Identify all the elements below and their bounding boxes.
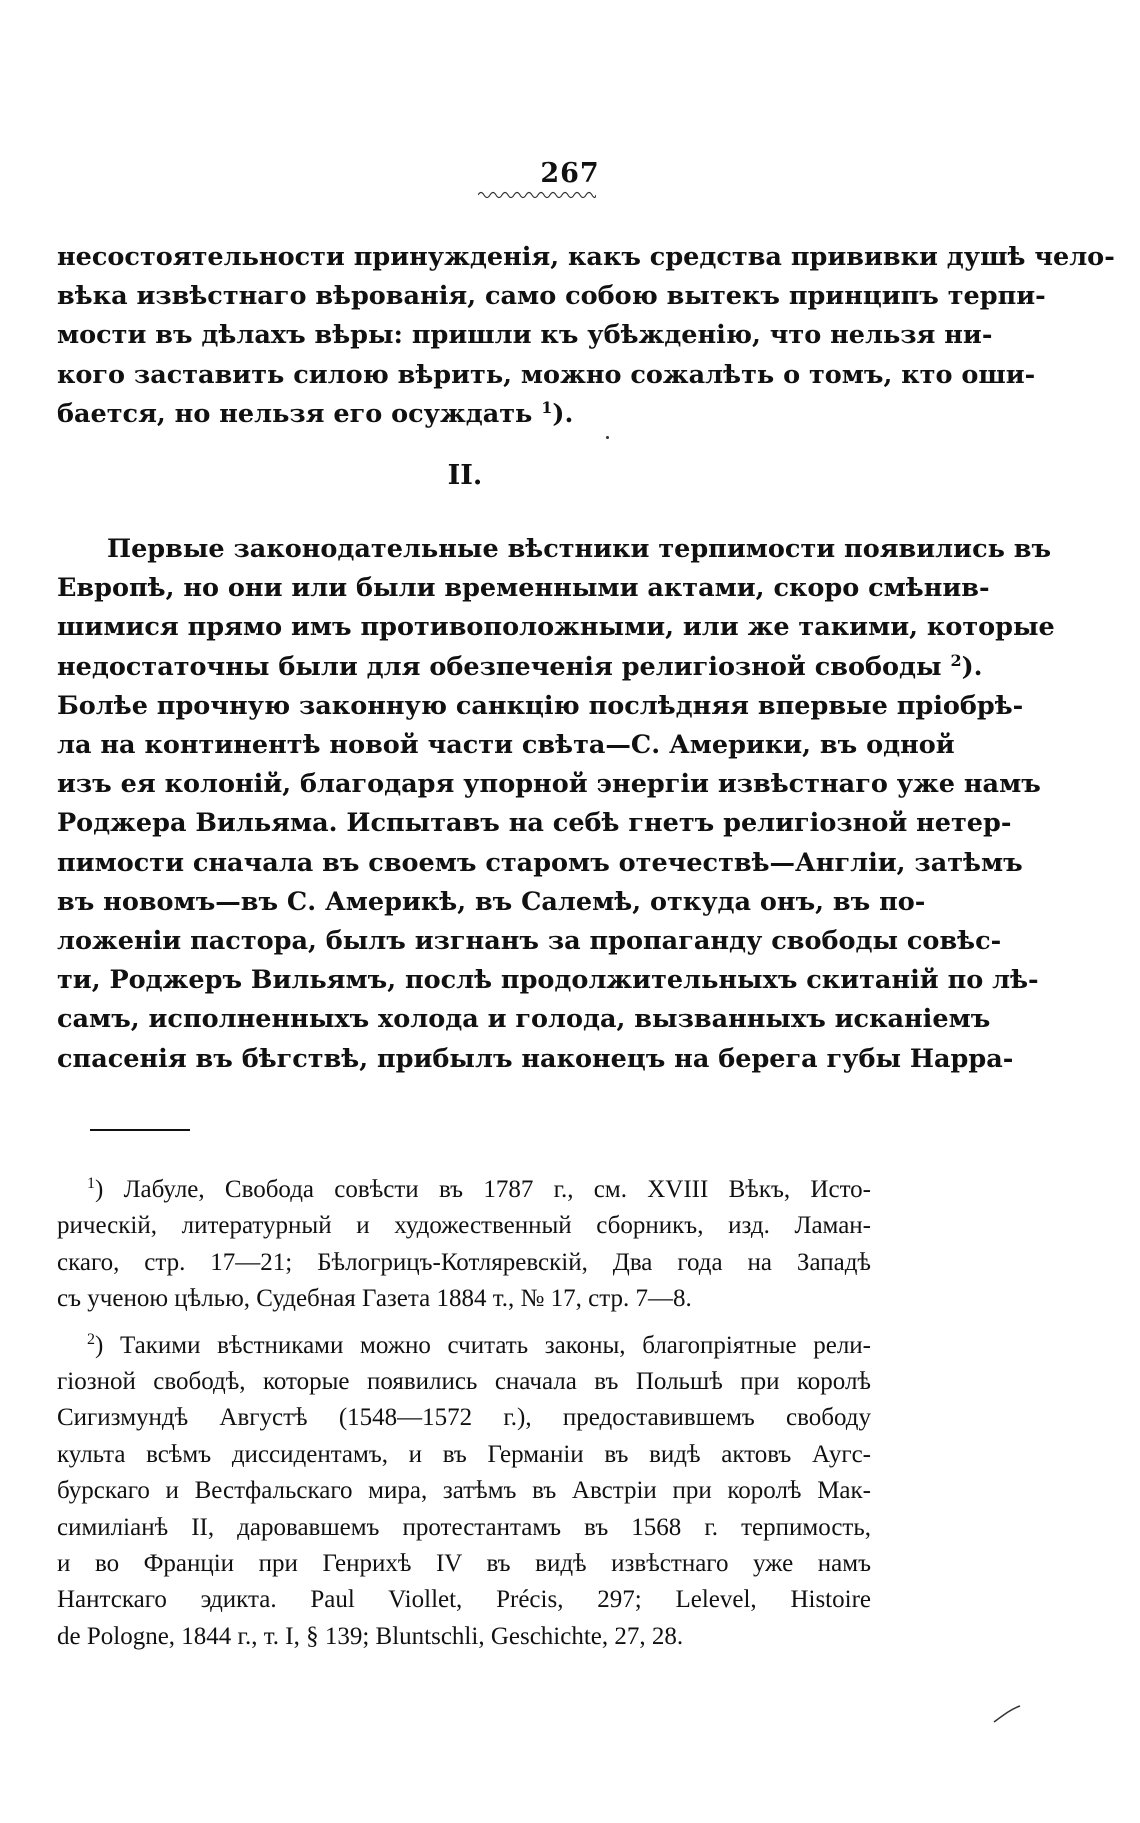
text-line: вѣка извѣстнаго вѣрованія, само собою вытекъ принципъ терпи-	[57, 281, 1046, 312]
text-line: Сигизмундѣ Августѣ (1548—1572 г.), предоставившемъ свободу	[57, 1404, 871, 1432]
pen-mark-icon	[992, 1704, 1022, 1724]
footnote-marker: 2	[87, 1330, 95, 1348]
text-line: рическій, литературный и художественный сборникъ, изд. Ламан-	[57, 1212, 871, 1240]
text-fragment: недостаточны были для обезпеченія религіозной свободы	[57, 651, 942, 682]
text-fragment: ) Такими вѣстниками можно считать законы, благопріятные рели-	[95, 1331, 871, 1359]
text-line: несостоятельности принужденія, какъ средства прививки душѣ чело-	[57, 242, 1115, 272]
section-heading: II.	[447, 460, 483, 491]
text-line: самъ, исполненныхъ холода и голода, вызванныхъ исканіемъ	[57, 1004, 991, 1035]
footnote-ref: 2	[950, 650, 962, 670]
text-line: ложеніи пастора, былъ изгнанъ за пропаганду свободы совѣс-	[57, 926, 1002, 957]
footnote-ref: 1	[541, 397, 553, 417]
text-line: скаго, стр. 17—21; Бѣлогрицъ-Котляревскій, Два года на Западѣ	[57, 1248, 871, 1276]
text-line: въ новомъ—въ С. Америкѣ, въ Салемѣ, откуда онъ, въ по-	[57, 886, 926, 917]
text-line: гіозной свободѣ, которые появились сначала въ Польшѣ при королѣ	[57, 1368, 871, 1396]
footnote-2	[57, 1328, 871, 1656]
page-number: 267	[540, 158, 600, 189]
text-line: изъ ея колоній, благодаря упорной энергіи извѣстнаго уже намъ	[57, 769, 1041, 800]
text-fragment: ).	[552, 398, 574, 429]
text-line: ти, Роджеръ Вильямъ, послѣ продолжительныхъ скитаній по лѣ-	[57, 965, 1039, 996]
text-line: ла на континентѣ новой части свѣта—С. Америки, въ одной	[57, 730, 955, 761]
footnote-1	[57, 1172, 871, 1318]
text-line: Первые законодательные вѣстники терпимости появились въ	[107, 534, 1052, 564]
text-line: Нантскаго эдикта. Paul Viollet, Précis, 297; Lelevel, Histoire	[57, 1586, 871, 1614]
text-line: бурскаго и Вестфальскаго мира, затѣмъ въ Австріи при королѣ Мак-	[57, 1477, 871, 1505]
main-paragraph	[57, 530, 1055, 1079]
footnote-marker: 1	[87, 1175, 95, 1192]
text-line: кого заставить силою вѣрить, можно сожалѣть о томъ, кто оши-	[57, 359, 1036, 390]
text-line	[57, 1328, 871, 1364]
text-line: мости въ дѣлахъ вѣры: пришли къ убѣжденію, что нельзя ни-	[57, 320, 993, 351]
speck	[606, 436, 609, 439]
intro-paragraph	[57, 238, 1115, 434]
text-line: симиліанѣ II, даровавшемъ протестантамъ въ 1568 г. терпимость,	[57, 1513, 871, 1541]
text-line: съ ученою цѣлью, Судебная Газета 1884 т., № 17, стр. 7—8.	[57, 1285, 692, 1313]
text-fragment: ) Лабуле, Свобода совѣсти въ 1787 г., см. XVIII Вѣкъ, Исто-	[95, 1176, 871, 1203]
text-line: шимися прямо имъ противоположными, или же такими, которые	[57, 612, 1055, 643]
text-line: de Pologne, 1844 г., т. I, § 139; Bluntschli, Geschichte, 27, 28.	[57, 1622, 684, 1650]
footnote-separator	[90, 1129, 190, 1131]
text-line: Болѣе прочную законную санкцію послѣдняя впервые пріобрѣ-	[57, 690, 1024, 721]
text-fragment: бается, но нельзя его осуждать	[57, 398, 533, 429]
text-line: культа всѣмъ диссидентамъ, и въ Германіи въ видѣ актовъ Аугс-	[57, 1440, 871, 1468]
text-line	[57, 648, 983, 687]
text-line: пимости сначала въ своемъ старомъ отечествѣ—Англіи, затѣмъ	[57, 847, 1023, 878]
text-line: Европѣ, но они или были временными актами, скоро смѣнив-	[57, 573, 990, 604]
text-line	[57, 395, 871, 434]
text-line: спасенія въ бѣгствѣ, прибылъ наконецъ на берега губы Нарра-	[57, 1043, 1014, 1074]
text-line: и во Франціи при Генрихѣ IV въ видѣ извѣстнаго уже намъ	[57, 1550, 871, 1578]
footnotes	[57, 1172, 871, 1655]
text-line	[57, 1172, 871, 1208]
text-fragment: ).	[961, 651, 983, 682]
text-line: Роджера Вильяма. Испытавъ на себѣ гнетъ религіозной нетер-	[57, 808, 1012, 839]
wavy-ornament	[478, 190, 596, 200]
